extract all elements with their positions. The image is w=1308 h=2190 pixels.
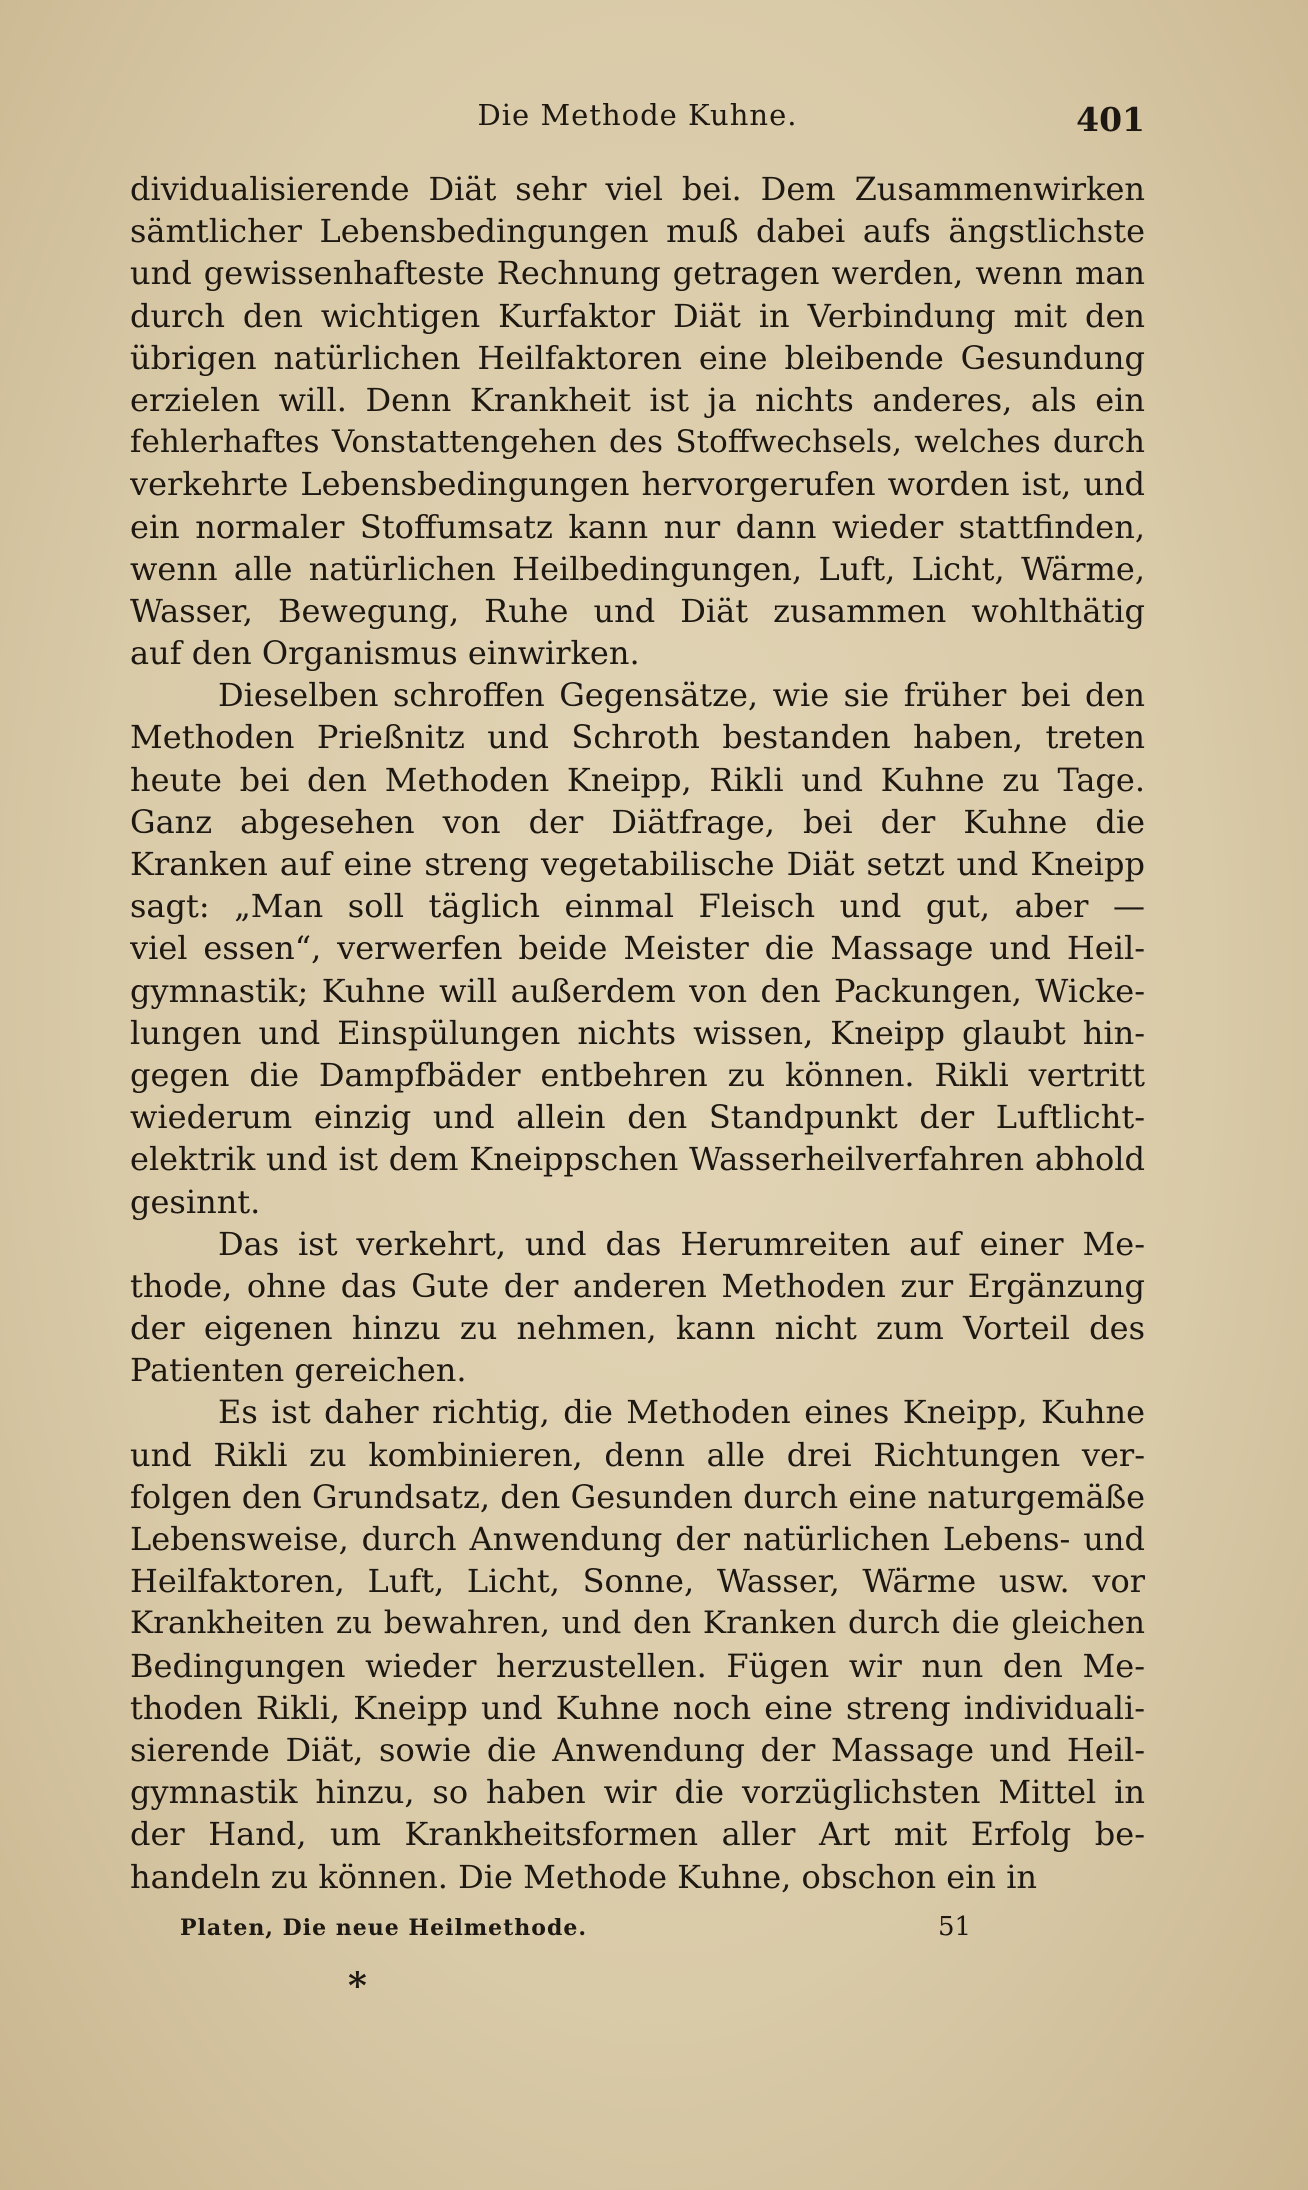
text-line: thoden Rikli, Kneipp und Kuhne noch eine streng individuali-	[130, 1688, 1145, 1727]
text-line: Wasser, Bewegung, Ruhe und Diät zusammen wohlthätig	[130, 591, 1145, 630]
text-line: Patienten gereichen.	[130, 1351, 467, 1390]
running-head: Die Methode Kuhne.	[477, 98, 798, 132]
text-line: auf den Organismus einwirken.	[130, 634, 640, 673]
text-line: erzielen will. Denn Krankheit ist ja nichts anderes, als ein	[130, 380, 1145, 419]
text-line: sierende Diät, sowie die Anwendung der Massage und Heil-	[130, 1730, 1145, 1769]
text-line: fehlerhaftes Vonstattengehen des Stoffwechsels, welches durch	[130, 424, 1145, 461]
text-line: thode, ohne das Gute der anderen Methoden zur Ergänzung	[130, 1266, 1145, 1305]
paragraph	[130, 168, 1145, 674]
text-line: heute bei den Methoden Kneipp, Rikli und Kuhne zu Tage.	[130, 760, 1145, 799]
text-line: Das ist verkehrt, und das Herumreiten auf einer Me-	[218, 1224, 1145, 1263]
text-line: elektrik und ist dem Kneippschen Wasserheilverfahren abhold	[130, 1140, 1145, 1179]
text-line: folgen den Grundsatz, den Gesunden durch eine naturgemäße	[130, 1477, 1145, 1516]
asterisk-mark: *	[348, 1965, 367, 2007]
text-line: sagt: „Man soll täglich einmal Fleisch und gut, aber —	[130, 887, 1145, 926]
text-line: gegen die Dampfbäder entbehren zu können. Rikli vertritt	[130, 1055, 1145, 1094]
text-line: Krankheiten zu bewahren, und den Kranken durch die gleichen	[130, 1605, 1145, 1642]
text-line: Methoden Prießnitz und Schroth bestanden haben, treten	[130, 718, 1145, 757]
text-line: wiederum einzig und allein den Standpunkt der Luftlicht-	[130, 1098, 1145, 1137]
text-line: ein normaler Stoffumsatz kann nur dann wieder stattfinden,	[130, 507, 1145, 546]
text-line: handeln zu können. Die Methode Kuhne, obschon ein in	[130, 1857, 1038, 1896]
paragraph	[130, 1391, 1145, 1897]
text-line: dividualisierende Diät sehr viel bei. Dem Zusammenwirken	[130, 170, 1145, 208]
text-line: und gewissenhafteste Rechnung getragen werden, wenn man	[130, 254, 1145, 293]
text-line: viel essen“, verwerfen beide Meister die Massage und Heil-	[130, 929, 1145, 968]
text-line: Heilfaktoren, Luft, Licht, Sonne, Wasser, Wärme usw. vor	[130, 1562, 1145, 1601]
text-line: der Hand, um Krankheitsformen aller Art mit Erfolg be-	[130, 1815, 1145, 1854]
text-line: der eigenen hinzu zu nehmen, kann nicht zum Vorteil des	[130, 1309, 1145, 1348]
paragraph	[130, 1223, 1145, 1392]
text-line: verkehrte Lebensbedingungen hervorgerufen worden ist, und	[130, 465, 1145, 504]
text-line: Lebensweise, durch Anwendung der natürlichen Lebens- und	[130, 1520, 1145, 1558]
text-line: Ganz abgesehen von der Diätfrage, bei der Kuhne die	[130, 802, 1145, 841]
text-line: übrigen natürlichen Heilfaktoren eine bleibende Gesundung	[130, 338, 1145, 377]
text-line: wenn alle natürlichen Heilbedingungen, Luft, Licht, Wärme,	[130, 549, 1145, 588]
text-line: gymnastik hinzu, so haben wir die vorzüglichsten Mittel in	[130, 1773, 1145, 1812]
page-number: 401	[1076, 100, 1145, 139]
text-line: Bedingungen wieder herzustellen. Fügen wir nun den Me-	[130, 1646, 1145, 1685]
body-text	[130, 168, 1145, 1898]
text-line: Kranken auf eine streng vegetabilische Diät setzt und Kneipp	[130, 845, 1145, 883]
text-line: gesinnt.	[130, 1182, 261, 1221]
text-line: Dieselben schroffen Gegensätze, wie sie früher bei den	[218, 676, 1145, 715]
text-line: sämtlicher Lebensbedingungen muß dabei aufs ängstlichste	[130, 212, 1145, 251]
text-line: gymnastik; Kuhne will außerdem von den Packungen, Wicke-	[130, 971, 1145, 1010]
text-line: Es ist daher richtig, die Methoden eines Kneipp, Kuhne	[218, 1393, 1145, 1432]
text-line: und Rikli zu kombinieren, denn alle drei Richtungen ver-	[130, 1435, 1145, 1474]
printer-signature: Platen, Die neue Heilmethode.	[180, 1915, 588, 1941]
paragraph	[130, 674, 1145, 1222]
text-line: lungen und Einspülungen nichts wissen, Kneipp glaubt hin-	[130, 1013, 1145, 1052]
sheet-number: 51	[938, 1912, 972, 1942]
page-header	[130, 98, 1145, 148]
text-line: durch den wichtigen Kurfaktor Diät in Verbindung mit den	[130, 296, 1145, 335]
